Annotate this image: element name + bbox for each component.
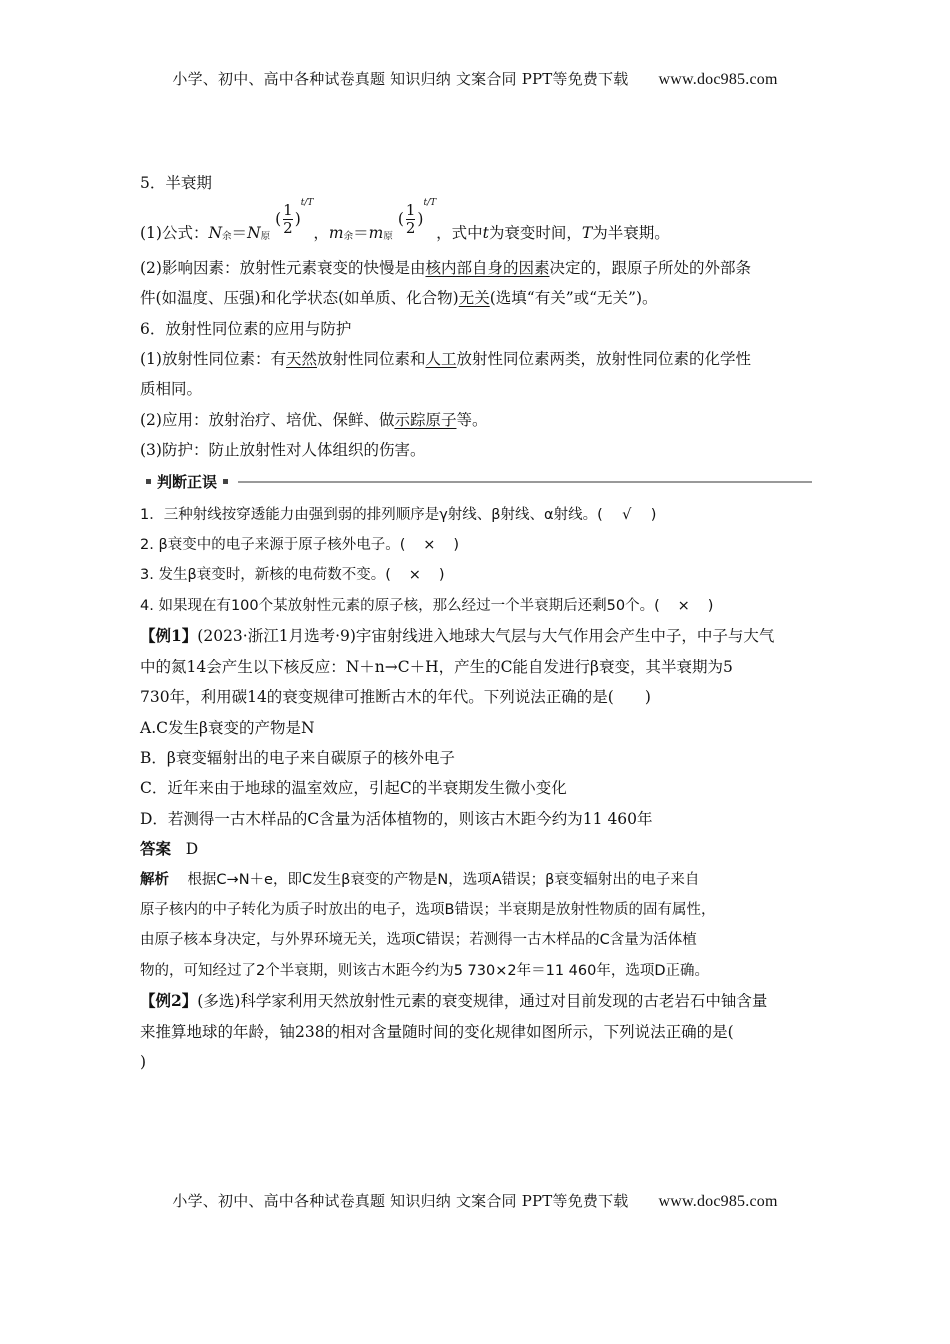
fraction-half-power-2: ( $\frac{1}{2}$ ) t/T <box>397 198 437 238</box>
isotope-line-1: (1)放射性同位素：有天然放射性同位素和人工放射性同位素两类，放射性同位素的化学性 <box>140 350 752 369</box>
page-header <box>0 68 950 89</box>
factor-line-1: (2)影响因素：放射性元素衰变的快慢是由核内部自身的因素决定的，跟原子所处的外部条 <box>140 258 751 277</box>
document-body <box>140 168 812 1077</box>
option-c: C．近年来由于地球的温室效应，引起C的半衰期发生微小变化 <box>140 779 567 798</box>
square-bullet-icon <box>146 479 151 484</box>
option-d: D．若测得一古木样品的C含量为活体植物的，则该古木距今约为11 460年 <box>140 809 653 828</box>
fraction-half-power: ( $\frac{1}{2}$ ) t/T <box>275 198 314 238</box>
example-2-line-2: 来推算地球的年龄，铀238的相对含量随时间的变化规律如图所示，下列说法正确的是( <box>140 1022 734 1041</box>
section-5-title: 5．半衰期 <box>140 174 212 192</box>
header-url[interactable]: www.doc985.com <box>658 71 778 88</box>
example-1-line-2: 中的氮14会产生以下核反应：N＋n→C＋H，产生的C能自发进行β衰变，其半衰期为5 <box>140 657 733 676</box>
judge-item-1: 1．三种射线按穿透能力由强到弱的排列顺序是γ射线、β射线、α射线。( √ ) <box>140 506 657 523</box>
section-6-title: 6．放射性同位素的应用与防护 <box>140 319 352 338</box>
example-2-line-3: ) <box>140 1052 147 1071</box>
judge-item-3: 3. 发生β衰变时，新核的电荷数不变。( × ) <box>140 567 445 584</box>
analysis-line-4: 物的，可知经过了2个半衰期，则该古木距今约为5 730×2年＝11 460年，选项D正确。 <box>140 962 710 979</box>
protection-line: (3)防护：防止放射性对人体组织的伤害。 <box>140 441 426 460</box>
application-line: (2)应用：放射治疗、培优、保鲜、做示踪原子等。 <box>140 410 488 429</box>
judge-item-4: 4. 如果现在有100个某放射性元素的原子核，那么经过一个半衰期后还剩50个。( × ) <box>140 597 714 614</box>
option-a: A.C发生β衰变的产物是N <box>140 718 315 737</box>
option-b: B．β衰变辐射出的电子来自碳原子的核外电子 <box>140 748 455 767</box>
answer-line: 答案 D <box>140 839 199 859</box>
judge-section-title: 判断正误 <box>157 473 218 492</box>
page-footer <box>0 1190 950 1211</box>
square-bullet-icon <box>223 479 228 484</box>
section-divider <box>238 481 812 483</box>
analysis-line-2: 原子核内的中子转化为质子时放出的电子，选项B错误；半衰期是放射性物质的固有属性， <box>140 901 716 918</box>
factor-line-2: 件(如温度、压强)和化学状态(如单质、化合物)无关(选填“有关”或“无关”)。 <box>140 289 658 308</box>
half-life-formula: (1)公式：N余＝N原 ( $\frac{1}{2}$ ) t/T ，m余＝m原 ( $\frac{1}{2}$ ) t/T ，式中t为衰变时间，T为半衰期。 <box>140 198 670 243</box>
header-text: 小学、初中、高中各种试卷真题 知识归纳 文案合同 PPT等免费下载 <box>172 70 629 88</box>
example-1-line-3: 730年，利用碳14的衰变规律可推断古木的年代。下列说法正确的是( ) <box>140 688 651 707</box>
example-1-line-1: 【例1】(2023·浙江1月选考·9)宇宙射线进入地球大气层与大气作用会产生中子，中子与大气 <box>140 626 775 646</box>
isotope-line-2: 质相同。 <box>140 380 203 399</box>
example-2-line-1: 【例2】(多选)科学家利用天然放射性元素的衰变规律，通过对目前发现的古老岩石中铀含量 <box>140 991 768 1011</box>
footer-url[interactable]: www.doc985.com <box>658 1193 778 1210</box>
analysis-line-1: 解析 根据C→N＋e，即C发生β衰变的产物是N，选项A错误；β衰变辐射出的电子来自 <box>140 871 700 888</box>
judge-section-header <box>140 468 812 496</box>
analysis-line-3: 由原子核本身决定，与外界环境无关，选项C错误；若测得一古木样品的C含量为活体植 <box>140 932 697 949</box>
judge-item-2: 2. β衰变中的电子来源于原子核外电子。( × ) <box>140 537 460 554</box>
footer-text: 小学、初中、高中各种试卷真题 知识归纳 文案合同 PPT等免费下载 <box>172 1192 629 1210</box>
